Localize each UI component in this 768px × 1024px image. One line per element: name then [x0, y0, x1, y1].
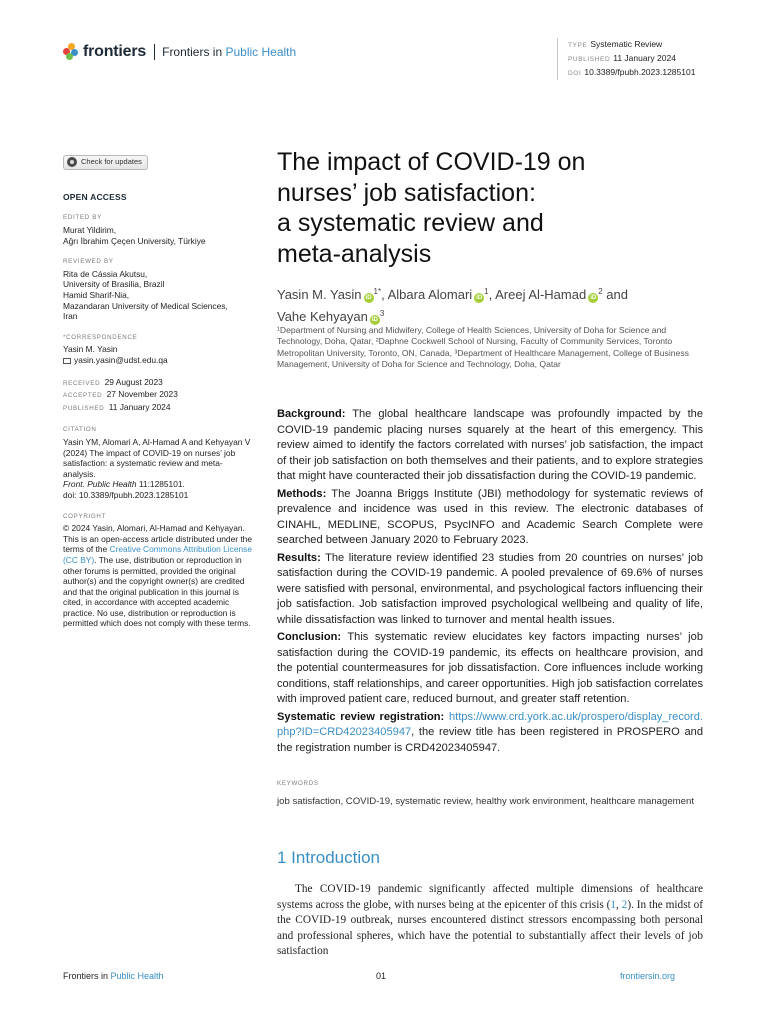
abstract-registration: Systematic review registration: https://www.crd.york.ac.uk/prospero/display_record.php?ID=CRD42023405947, the review title has been registered in PROSPERO and the registration number is CRD42023405947. — [277, 710, 703, 754]
article-meta — [557, 38, 695, 80]
abstract-background: Background: The global healthcare landscape was profoundly impacted by the COVID-19 pandemic placing nurses squarely at the heart of this emergency. This review aimed to identify the factors correlated with nurses’ job satisfaction, the impact of their job satisfaction on both themselves and their patients, and to explore strategies that might have counteracted their job dissatisfaction during the COVID-19 pandemic. — [277, 408, 703, 482]
reviewed-by-label: REVIEWED BY — [63, 258, 114, 266]
editor-affiliation: Ağrı İbrahim Çeçen University, Türkiye — [63, 235, 206, 246]
affiliations: ¹Department of Nursing and Midwifery, College of Health Sciences, University of Doha for Science and Technology, Doha, Qatar, ²Daphne Cockwell School of Nursing, Faculty of Community Services, Toronto Metropolitan University, Toronto, ON, Canada, ³Department of Healthcare Management, College of Business Management, University of Doha for Science and Technology, Doha, Qatar — [277, 325, 689, 370]
sidebar — [63, 155, 253, 629]
footer-journal: Frontiers in Public Health — [63, 971, 164, 981]
received-date: RECEIVED 29 August 2023 — [63, 376, 163, 387]
meta-published: PUBLISHED 11 January 2024 — [568, 53, 676, 63]
reviewer-line: Rita de Cássia Akutsu, — [63, 268, 148, 279]
copyright-label: COPYRIGHT — [63, 512, 107, 520]
author-name[interactable]: Areej Al-Hamad — [495, 287, 587, 302]
correspondence-label: *CORRESPONDENCE — [63, 333, 138, 341]
keywords-label: KEYWORDS — [277, 780, 319, 787]
introduction-paragraph: The COVID-19 pandemic significantly affected multiple dimensions of healthcare systems across the globe, with nurses being at the epicenter of this crisis (1, 2). In the midst of the COVID-19 outbreak, nurses encountered distinct stressors encompassing both personal and professional spheres, which have the potential to substantially affect their levels of job satisfaction — [277, 883, 703, 957]
abstract-methods: Methods: The Joanna Briggs Institute (JBI) methodology for systematic reviews of prevalence and incidence was used in this review. The electronic databases of CINAHL, MEDLINE, SCOPUS, PsycINFO and Academic Search Complete were searched between January 2020 to February 2023. — [277, 487, 703, 546]
prospero-link[interactable]: https://www.crd.york.ac.uk/prospero/display_record.php?ID=CRD42023405947 — [277, 710, 703, 738]
frontiers-logo-icon — [63, 43, 79, 61]
open-access-label: OPEN ACCESS — [63, 191, 127, 202]
brand-name: frontiers — [83, 43, 147, 60]
orcid-icon[interactable]: iD — [365, 295, 372, 301]
reviewer-line: Mazandaran University of Medical Sciences, — [63, 300, 228, 311]
footer-site-link[interactable]: frontiersin.org — [620, 971, 676, 981]
journal-name — [162, 45, 296, 59]
copyright-text: © 2024 Yasin, Alomari, Al-Hamad and Kehyayan. This is an open-access article distributed under the terms of the Creative Commons Attribution License (CC BY). The use, distribution or reproduction in other forums is permitted, provided the original author(s) and the copyright owner(s) are credited and that the original publication in this journal is cited, in accordance with accepted academic practice. No use, distribution or reproduction is permitted which does not comply with these terms. — [63, 523, 253, 629]
author-list: Yasin M. Yasin $iD^{1*}$, Albara Alomari $iD^1$, Areej Al-Hamad $iD^2$ and Vahe Kehyayan $iD^3$ — [277, 287, 628, 324]
page-number: 01 — [376, 971, 387, 981]
correspondence-email[interactable]: yasin.yasin@udst.edu.qa — [63, 355, 253, 366]
meta-type: TYPE Systematic Review — [568, 39, 663, 49]
reference-link[interactable]: 2 — [621, 898, 628, 911]
dates — [63, 377, 253, 415]
citation-label: CITATION — [63, 426, 97, 434]
citation-text: Yasin YM, Alomari A, Al-Hamad A and Kehyayan V (2024) The impact of COVID-19 on nurses’ job satisfaction: a systematic review and meta-analysis. Front. Public Health 11:1285101. doi: 10.3389/fpubh.2023.1285101 — [63, 436, 251, 500]
reviewer-line: Iran — [63, 311, 78, 322]
published-date: PUBLISHED 11 January 2024 — [63, 401, 171, 412]
editor-name: Murat Yildirim, — [63, 225, 117, 236]
correspondence-name: Yasin M. Yasin — [63, 344, 118, 355]
orcid-icon[interactable]: iD — [476, 295, 483, 301]
journal-title: Public Health — [225, 45, 297, 59]
check-for-updates-button[interactable]: Check for updates — [63, 155, 148, 170]
reference-link[interactable]: 1 — [610, 898, 616, 911]
accepted-date: ACCEPTED 27 November 2023 — [63, 389, 178, 400]
journal-prefix: Frontiers in — [162, 45, 223, 59]
abstract — [277, 407, 703, 758]
orcid-icon[interactable]: iD — [371, 317, 378, 323]
author-name[interactable]: Vahe Kehyayan — [277, 309, 368, 324]
frontiers-logo[interactable] — [63, 42, 296, 62]
update-icon — [67, 157, 77, 167]
abstract-conclusion: Conclusion: This systematic review elucidates key factors impacting nurses’ job satisfaction during the COVID-19 pandemic, its effects on healthcare provision, and the potential countermeasures for job dissatisfaction. Core influences include working conditions, staff relationships, and career opportunities. High job satisfaction correlates with improved patient care, reduced burnout, and greater staff retention. — [277, 631, 703, 705]
logo-divider — [154, 44, 155, 60]
author-name[interactable]: Albara Alomari — [387, 287, 473, 302]
reviewer-line: University of Brasilia, Brazil — [63, 279, 165, 290]
abstract-results: Results: The literature review identified 23 studies from 20 countries on nurses’ job satisfaction during the COVID-19 pandemic. A pooled prevalence of 69.6% of nurses were satisfied with personal, environmental, and psychological factors influencing their job satisfaction. Job satisfaction improved psychological wellbeing and quality of life, while dissatisfaction was linked to turnover and mental health issues. — [277, 551, 703, 626]
section-heading-introduction: 1 Introduction — [277, 848, 381, 867]
reviewer-line: Hamid Sharif-Nia, — [63, 290, 130, 301]
meta-doi: DOI 10.3389/fpubh.2023.1285101 — [568, 67, 696, 77]
license-link[interactable]: Creative Commons Attribution License (CC BY) — [63, 544, 252, 565]
article-title: The impact of COVID-19 on nurses’ job satisfaction: a systematic review and meta-analysis — [277, 148, 586, 268]
keywords: job satisfaction, COVID-19, systematic review, healthy work environment, healthcare management — [277, 796, 694, 807]
envelope-icon — [63, 358, 71, 364]
edited-by-label: EDITED BY — [63, 214, 102, 222]
orcid-icon[interactable]: iD — [590, 295, 597, 301]
author-name[interactable]: Yasin M. Yasin — [277, 287, 362, 302]
